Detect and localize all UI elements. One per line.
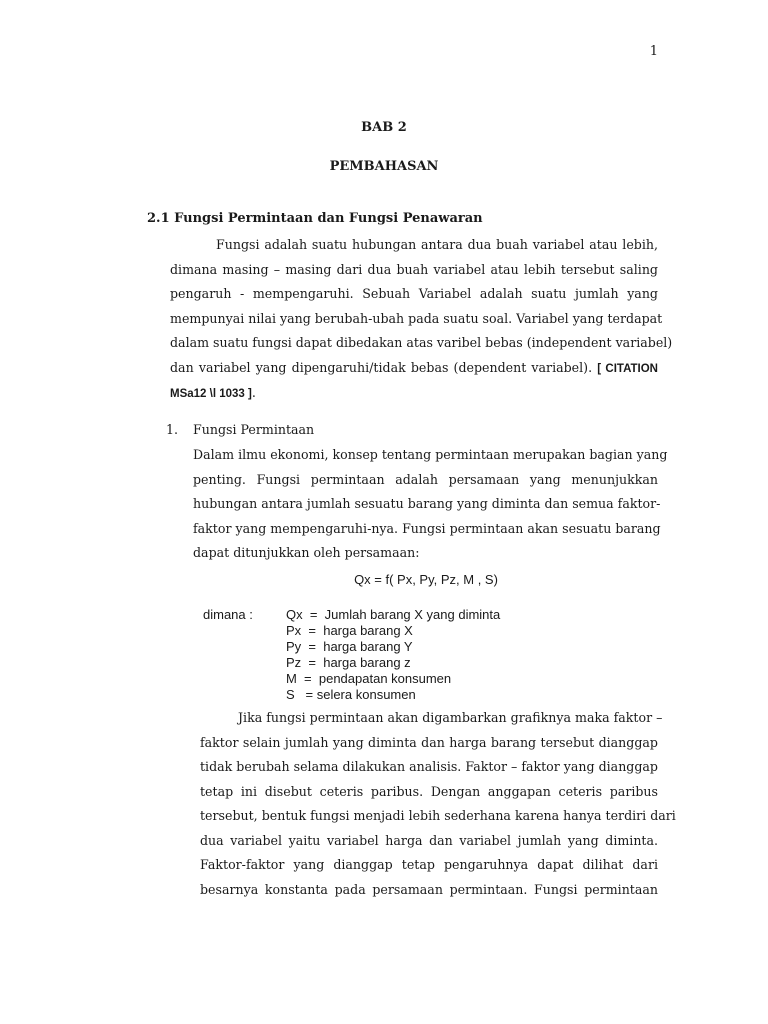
text-line: tetap ini disebut ceteris paribus. Dengan anggapan ceteris paribus xyxy=(200,783,658,799)
text-line: penting. Fungsi permintaan adalah persamaan yang menunjukkan xyxy=(193,471,658,487)
paragraph-demand xyxy=(193,443,668,566)
page-number: 1 xyxy=(649,44,658,59)
text-line: tersebut, bentuk fungsi menjadi lebih sederhana karena hanya terdiri dari xyxy=(200,808,676,823)
text-line: mempunyai nilai yang berubah-ubah pada suatu soal. Variabel yang terdapat xyxy=(170,310,663,326)
citation-line xyxy=(170,381,658,407)
definition-row: M = pendapatan konsumen xyxy=(286,671,452,686)
dimana-label: dimana : xyxy=(203,607,253,622)
text-line: dimana masing – masing dari dua buah variabel atau lebih tersebut saling xyxy=(170,261,658,277)
paragraph-ceteris-paribus xyxy=(200,706,676,902)
text-line: hubungan antara jumlah sesuatu barang yang diminta dan semua faktor- xyxy=(193,496,661,511)
text-line: besarnya konstanta pada persamaan permintaan. Fungsi permintaan xyxy=(200,881,658,897)
definition-row: Pz = harga barang z xyxy=(286,655,411,670)
text-line: dalam suatu fungsi dapat dibedakan atas varibel bebas (independent variabel) xyxy=(170,335,673,350)
text-line: pengaruh - mempengaruhi. Sebuah Variabel adalah suatu jumlah yang xyxy=(170,286,658,301)
chapter-title: PEMBAHASAN xyxy=(329,159,439,174)
paragraph-definition xyxy=(170,233,673,407)
definition-row: Px = harga barang X xyxy=(286,623,413,638)
text-line: Dalam ilmu ekonomi, konsep tentang permintaan merupakan bagian yang xyxy=(193,447,668,462)
list-item-title: Fungsi Permintaan xyxy=(193,422,315,437)
text-line: Faktor-faktor yang dianggap tetap pengaruhnya dapat dilihat dari xyxy=(200,857,658,872)
citation-field-start: [ CITATION xyxy=(597,362,658,375)
citation-field-end: MSa12 \l 1033 ] xyxy=(170,388,252,400)
section-title: 2.1 Fungsi Permintaan dan Fungsi Penawaran xyxy=(147,211,483,226)
definition-row: S = selera konsumen xyxy=(286,687,416,702)
chapter-heading: BAB 2 xyxy=(361,120,407,135)
list-number: 1. xyxy=(166,422,179,437)
demand-formula: Qx = f( Px, Py, Pz, M , S) xyxy=(354,572,498,587)
variable-definitions xyxy=(286,607,500,703)
text-line-with-citation xyxy=(170,356,658,382)
definition-row: Qx = Jumlah barang X yang diminta xyxy=(286,607,501,622)
text-line: tidak berubah selama dilakukan analisis. Faktor – faktor yang dianggap xyxy=(200,759,658,774)
text-line: dan variabel yang dipengaruhi/tidak bebas (dependent variabel). xyxy=(170,359,593,375)
text-line: Fungsi adalah suatu hubungan antara dua buah variabel atau lebih, xyxy=(216,237,658,252)
citation-period: . xyxy=(251,385,256,400)
text-line: faktor yang mempengaruhi-nya. Fungsi permintaan akan sesuatu barang xyxy=(193,520,661,536)
text-line: dua variabel yaitu variabel harga dan variabel jumlah yang diminta. xyxy=(200,832,658,848)
text-line: Jika fungsi permintaan akan digambarkan grafiknya maka faktor – xyxy=(238,710,663,725)
definition-row: Py = harga barang Y xyxy=(286,639,413,654)
text-line: dapat ditunjukkan oleh persamaan: xyxy=(193,545,420,560)
text-line: faktor selain jumlah yang diminta dan harga barang tersebut dianggap xyxy=(200,734,658,750)
